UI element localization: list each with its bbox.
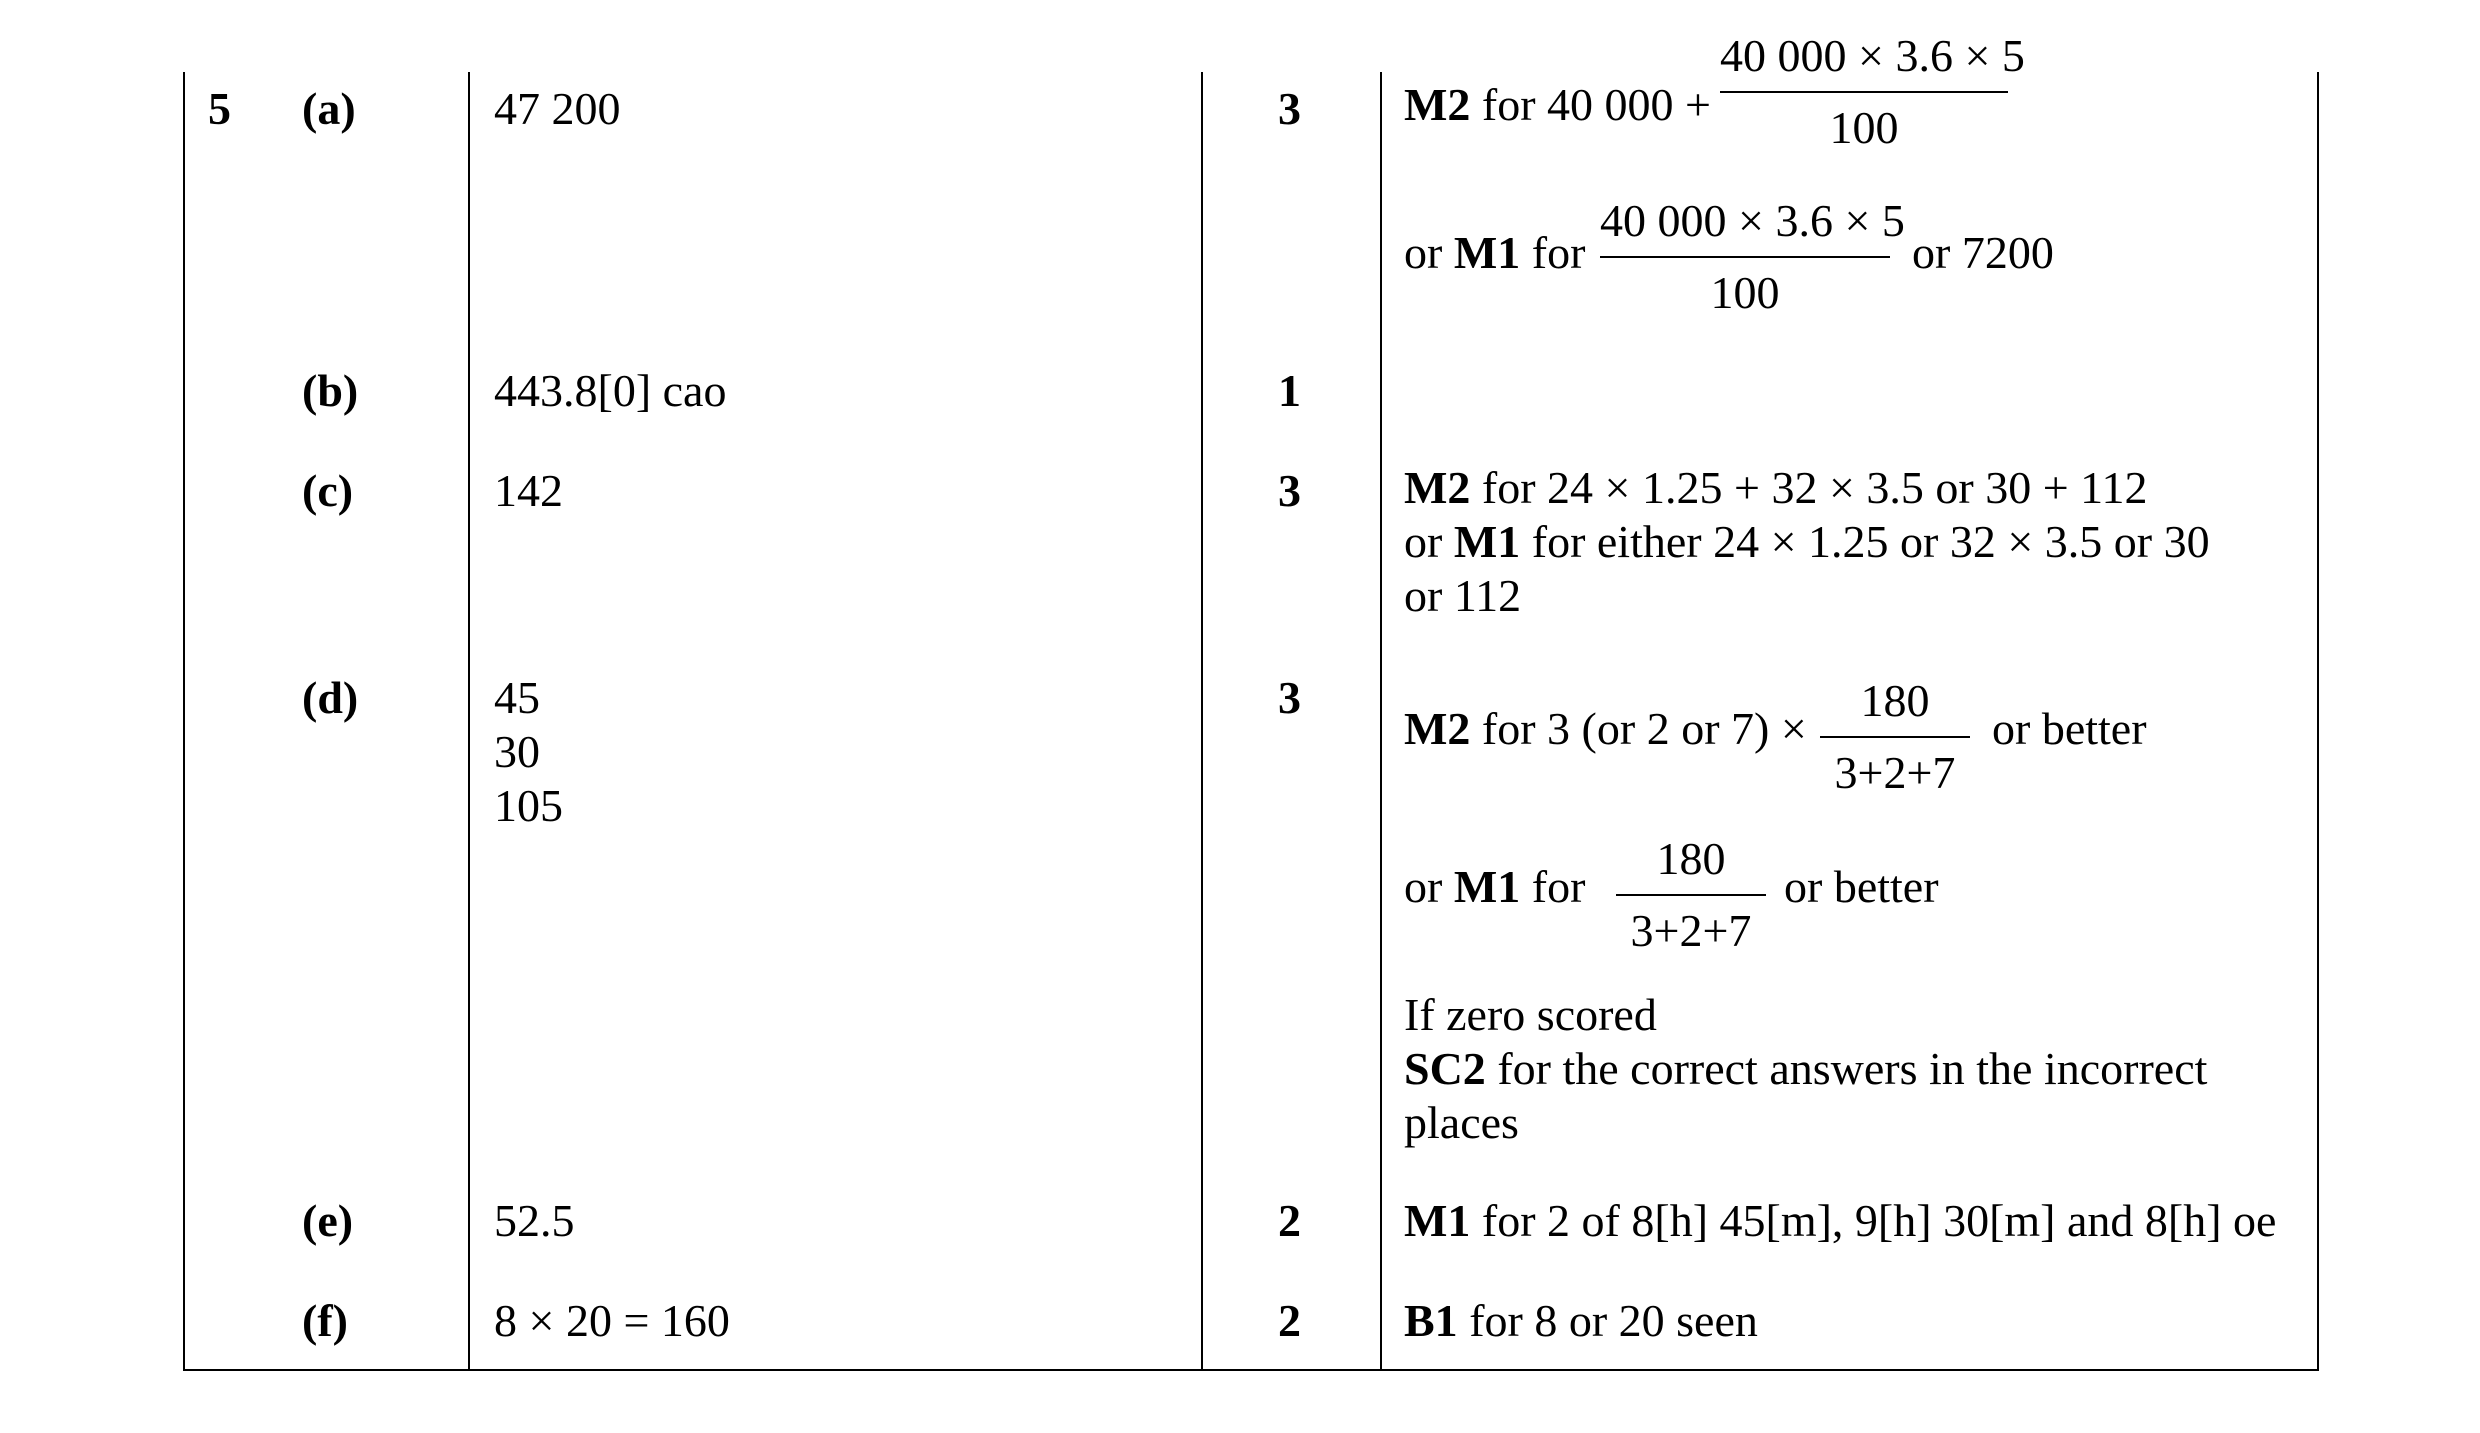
guidance-d-m1-fraction xyxy=(1616,833,1766,956)
guidance-d-m2 xyxy=(1404,703,1807,754)
guidance-a-m2-fraction xyxy=(1720,30,2025,153)
guidance-c-line-3: or 112 xyxy=(1404,570,1522,621)
guidance-c-m2-text: for 24 × 1.25 + 32 × 3.5 or 30 + 112 xyxy=(1481,462,2148,513)
mark-code-m2: M2 xyxy=(1404,462,1471,513)
mark-code-m2: M2 xyxy=(1404,79,1471,130)
guidance-d-m2-fraction xyxy=(1820,675,1970,798)
mark-code-m2: M2 xyxy=(1404,703,1471,754)
table-border-right xyxy=(2317,72,2319,1370)
question-number: 5 xyxy=(208,83,231,134)
guidance-c-m1-text: for either 24 × 1.25 or 32 × 3.5 or 30 xyxy=(1531,516,2210,567)
guidance-a-m1-tail: or 7200 xyxy=(1912,227,2054,278)
answer-a: 47 200 xyxy=(494,83,621,134)
mark-code-m1: M1 xyxy=(1453,861,1521,912)
fraction-numerator: 40 000 × 3.6 × 5 xyxy=(1600,195,1905,246)
guidance-e-text: for 2 of 8[h] 45[m], 9[h] 30[m] and 8[h] oe xyxy=(1481,1195,2277,1246)
guidance-a-m1-fraction xyxy=(1600,195,1905,318)
mark-code-m1: M1 xyxy=(1404,1195,1471,1246)
guidance-d-m1-lead xyxy=(1404,861,1586,912)
mark-code-m1: M1 xyxy=(1453,516,1521,567)
guidance-a-m2 xyxy=(1404,79,1712,130)
guidance-c-line-1 xyxy=(1404,461,2147,515)
fraction-numerator: 180 xyxy=(1656,833,1726,884)
column-divider-mark-guidance xyxy=(1380,72,1382,1370)
guidance-or: or xyxy=(1404,516,1443,567)
table-border-left xyxy=(183,72,185,1370)
column-divider-answer-mark xyxy=(1201,72,1203,1370)
fraction-denominator: 100 xyxy=(1710,267,1780,318)
guidance-or: or xyxy=(1404,861,1443,912)
part-label-e: (e) xyxy=(302,1195,354,1246)
mark-code-sc2: SC2 xyxy=(1404,1043,1486,1094)
answer-d-line-1: 45 xyxy=(494,672,540,723)
answer-d-line-3: 105 xyxy=(494,780,563,831)
mark-d: 3 xyxy=(1278,672,1301,723)
guidance-d-m1-tail: or better xyxy=(1784,861,1939,912)
fraction-bar xyxy=(1616,894,1766,896)
guidance-d-zero-scored: If zero scored xyxy=(1404,989,1657,1040)
guidance-a-m2-fraction-clip xyxy=(1720,30,2025,162)
fraction-numerator: 40 000 × 3.6 × 5 xyxy=(1720,30,2025,81)
answer-d-line-2: 30 xyxy=(494,726,540,777)
mark-code-b1: B1 xyxy=(1404,1295,1458,1346)
part-label-c: (c) xyxy=(302,465,354,516)
fraction-bar xyxy=(1600,256,1890,258)
guidance-a-m2-text: for 40 000 + xyxy=(1481,79,1712,130)
guidance-a-m1-lead xyxy=(1404,227,1586,278)
part-label-f: (f) xyxy=(302,1295,348,1346)
guidance-f-text: for 8 or 20 seen xyxy=(1469,1295,1758,1346)
part-label-b: (b) xyxy=(302,365,359,416)
fraction-denominator: 3+2+7 xyxy=(1630,905,1752,956)
mark-c: 3 xyxy=(1278,465,1301,516)
part-label-a: (a) xyxy=(302,83,356,134)
guidance-for: for xyxy=(1531,861,1586,912)
column-divider-part-answer xyxy=(468,72,470,1370)
guidance-d-m2-text: for 3 (or 2 or 7) × xyxy=(1481,703,1807,754)
guidance-d-sc2-line xyxy=(1404,1042,2207,1096)
mark-a: 3 xyxy=(1278,83,1301,134)
table-border-bottom xyxy=(183,1369,2319,1371)
answer-e: 52.5 xyxy=(494,1195,575,1246)
fraction-denominator: 100 xyxy=(1829,102,1899,153)
guidance-d-sc2-text: for the correct answers in the incorrect xyxy=(1497,1043,2208,1094)
mark-code-m1: M1 xyxy=(1453,227,1521,278)
answer-f: 8 × 20 = 160 xyxy=(494,1295,730,1346)
fraction-denominator: 3+2+7 xyxy=(1834,747,1956,798)
guidance-d-m2-tail: or better xyxy=(1992,703,2147,754)
answer-c: 142 xyxy=(494,465,563,516)
answer-b: 443.8[0] cao xyxy=(494,365,727,416)
guidance-or: or xyxy=(1404,227,1443,278)
part-label-d: (d) xyxy=(302,672,359,723)
guidance-for: for xyxy=(1531,227,1586,278)
guidance-d-sc2-line-2: places xyxy=(1404,1097,1519,1148)
fraction-bar xyxy=(1720,91,2008,93)
mark-e: 2 xyxy=(1278,1195,1301,1246)
guidance-c-line-2 xyxy=(1404,515,2210,569)
guidance-e xyxy=(1404,1195,2277,1246)
fraction-numerator: 180 xyxy=(1860,675,1930,726)
guidance-f xyxy=(1404,1295,1758,1346)
mark-b: 1 xyxy=(1278,365,1301,416)
fraction-bar xyxy=(1820,736,1970,738)
mark-f: 2 xyxy=(1278,1295,1301,1346)
